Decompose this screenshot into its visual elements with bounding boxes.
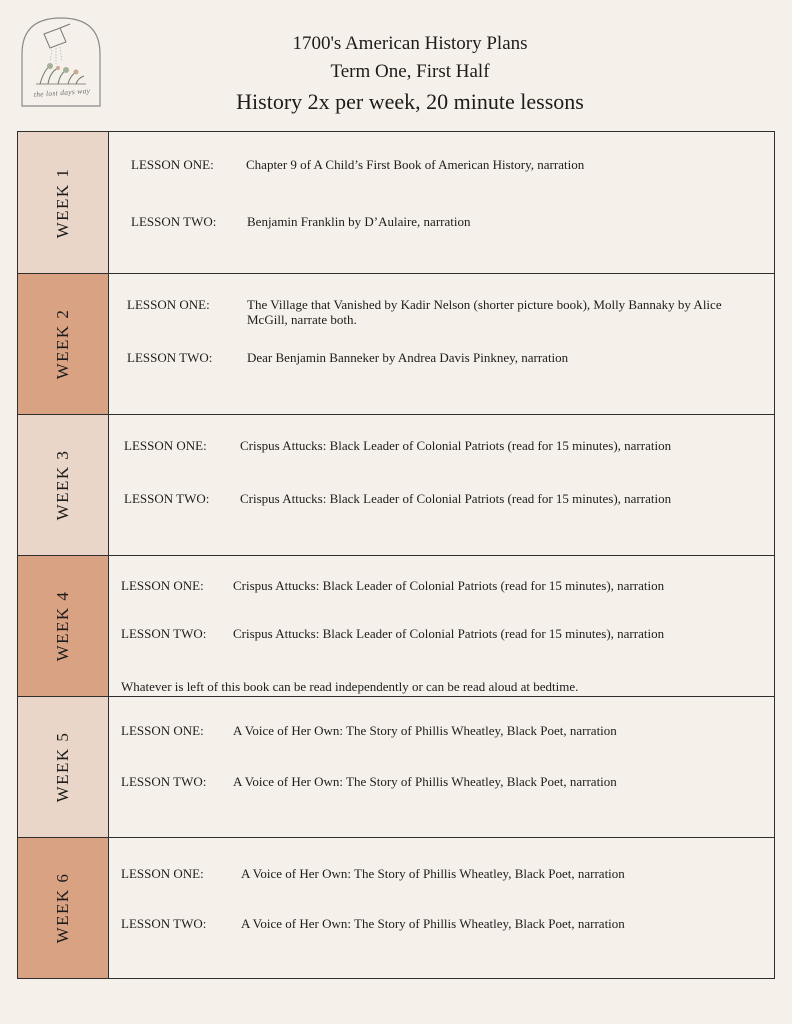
lesson-two <box>131 214 470 229</box>
lessons-cell <box>109 697 774 837</box>
week-label: WEEK 5 <box>53 731 72 803</box>
week-row <box>18 696 774 837</box>
lesson-one-label: LESSON ONE: <box>124 438 207 453</box>
lesson-one <box>121 723 617 738</box>
lesson-one-label: LESSON ONE: <box>121 723 204 738</box>
week-label: WEEK 4 <box>53 590 72 662</box>
logo <box>14 14 108 108</box>
lesson-one-text: Crispus Attucks: Black Leader of Colonial Patriots (read for 15 minutes), narration <box>233 578 665 593</box>
lesson-one-text: Chapter 9 of A Child’s First Book of American History, narration <box>246 157 585 172</box>
week-row <box>18 414 774 555</box>
lesson-two-text: Benjamin Franklin by D’Aulaire, narration <box>247 214 471 229</box>
week-label: WEEK 6 <box>53 872 72 944</box>
week-cell <box>18 274 109 414</box>
lesson-one-label: LESSON ONE: <box>121 866 204 881</box>
week-row <box>18 132 774 273</box>
week-row <box>18 555 774 696</box>
lesson-one <box>127 297 767 327</box>
lesson-two-text: Crispus Attucks: Black Leader of Colonial Patriots (read for 15 minutes), narration <box>233 626 665 641</box>
lesson-one <box>124 438 671 453</box>
lesson-one-label: LESSON ONE: <box>121 578 204 593</box>
lesson-two <box>127 350 568 365</box>
week-cell <box>18 838 109 978</box>
page-header <box>110 30 710 118</box>
lesson-two-text: A Voice of Her Own: The Story of Phillis Wheatley, Black Poet, narration <box>241 916 625 931</box>
lessons-cell <box>109 132 774 273</box>
week-cell <box>18 132 109 273</box>
schedule-note: History 2x per week, 20 minute lessons <box>236 89 584 114</box>
lesson-two-text: Crispus Attucks: Black Leader of Colonial Patriots (read for 15 minutes), narration <box>240 491 672 506</box>
lesson-two <box>124 491 671 506</box>
lesson-two-label: LESSON TWO: <box>127 350 213 365</box>
lesson-one-text: The Village that Vanished by Kadir Nelson (shorter picture book), Molly Bannaky by Alice McGill, narrate both. <box>247 297 722 327</box>
week-cell <box>18 556 109 696</box>
lesson-two-text: Dear Benjamin Banneker by Andrea Davis Pinkney, narration <box>247 350 569 365</box>
lesson-two <box>121 916 625 931</box>
week-label: WEEK 3 <box>53 449 72 521</box>
lesson-two <box>121 626 664 641</box>
week-row <box>18 273 774 414</box>
lesson-two-text: A Voice of Her Own: The Story of Phillis Wheatley, Black Poet, narration <box>233 774 617 789</box>
lesson-two <box>121 774 617 789</box>
page-subtitle: Term One, First Half <box>330 61 490 82</box>
lessons-cell <box>109 274 774 414</box>
week-row <box>18 837 774 978</box>
week-cell <box>18 415 109 555</box>
lesson-one <box>121 866 625 881</box>
page-title: 1700's American History Plans <box>292 33 528 54</box>
lesson-two-label: LESSON TWO: <box>124 491 210 506</box>
week-note: Whatever is left of this book can be read independently or can be read aloud at bedtime. <box>121 679 579 694</box>
lesson-one <box>131 157 584 172</box>
lesson-one-text: Crispus Attucks: Black Leader of Colonial Patriots (read for 15 minutes), narration <box>240 438 672 453</box>
lessons-cell <box>109 838 774 978</box>
lesson-two-label: LESSON TWO: <box>121 774 207 789</box>
lessons-cell <box>109 415 774 555</box>
week-cell <box>18 697 109 837</box>
lesson-one-label: LESSON ONE: <box>131 157 214 172</box>
lesson-two-label: LESSON TWO: <box>121 626 207 641</box>
week-label: WEEK 1 <box>53 167 72 238</box>
lesson-one-label: LESSON ONE: <box>127 297 210 312</box>
lesson-plan-table <box>17 131 775 979</box>
lesson-two-label: LESSON TWO: <box>131 214 217 229</box>
lesson-one <box>121 578 664 593</box>
lesson-one-text: A Voice of Her Own: The Story of Phillis Wheatley, Black Poet, narration <box>241 866 625 881</box>
logo-text: the lost days way <box>33 86 91 99</box>
lessons-cell <box>109 556 774 696</box>
lesson-one-text: A Voice of Her Own: The Story of Phillis Wheatley, Black Poet, narration <box>233 723 617 738</box>
week-label: WEEK 2 <box>53 308 72 380</box>
lesson-two-label: LESSON TWO: <box>121 916 207 931</box>
